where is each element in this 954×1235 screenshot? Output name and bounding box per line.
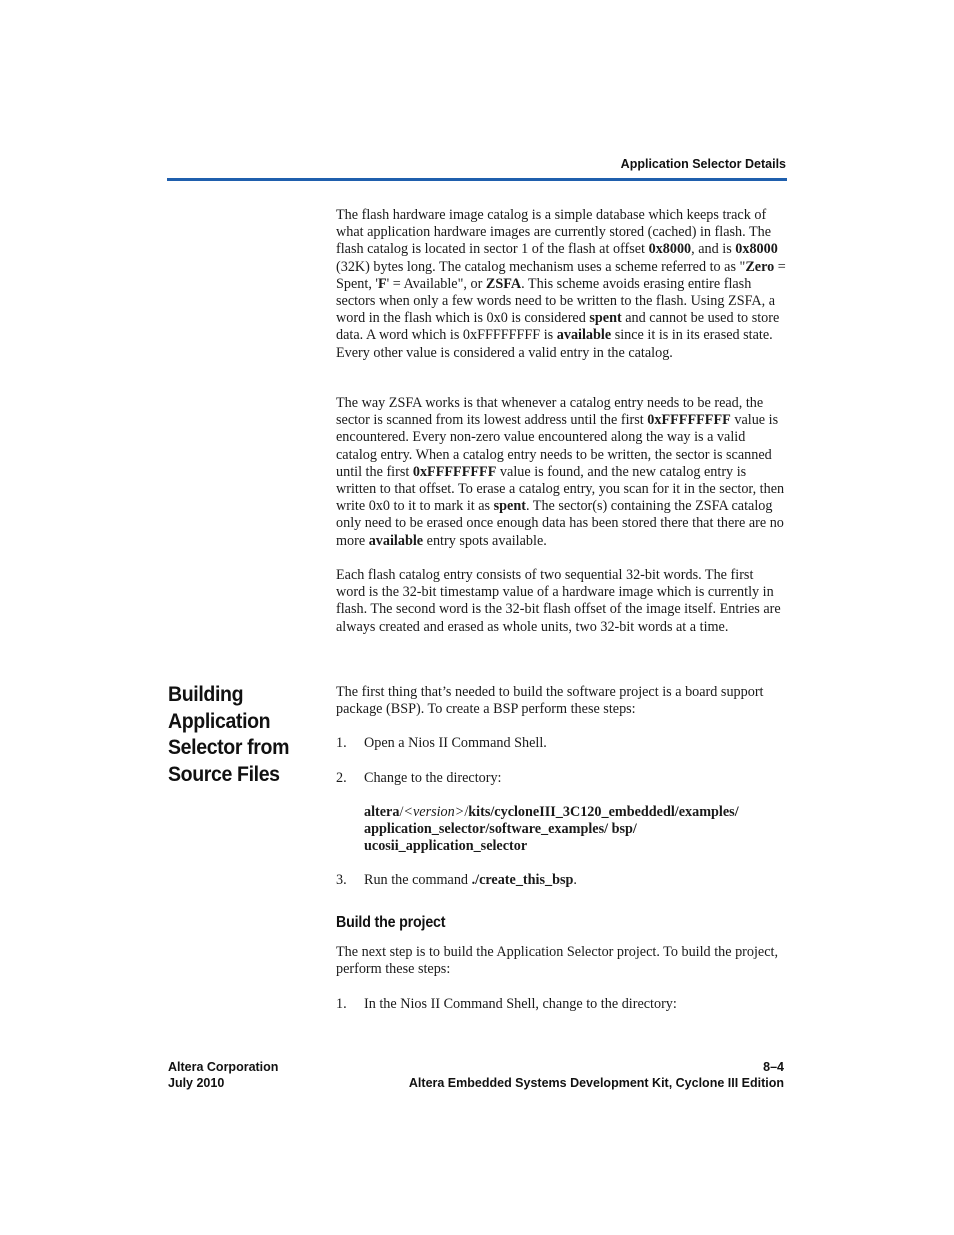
path-separator: / <box>399 804 404 820</box>
text-run: The way ZSFA works is that whenever a catalog entry needs to be read, the sector is scanned from its lowest address until the first <box>336 395 764 429</box>
intro-paragraph-1 <box>336 207 786 362</box>
text-run: . <box>573 872 577 888</box>
intro-paragraph-2 <box>336 395 786 550</box>
path-part: altera <box>364 804 400 820</box>
footer-company: Altera Corporation <box>168 1060 279 1074</box>
command-name: ./create_this_bsp <box>471 872 574 888</box>
step-text <box>364 872 786 889</box>
bold-term: Zero <box>745 258 775 275</box>
bold-term: spent <box>589 310 622 327</box>
footer-book-title: Altera Embedded Systems Development Kit, Cyclone III Edition <box>408 1076 784 1090</box>
text-run: , and is <box>691 241 736 258</box>
path-version-placeholder: <version> <box>403 804 465 820</box>
bold-term: available <box>368 532 424 549</box>
bold-term: F <box>377 275 387 292</box>
step-number: 2. <box>336 770 347 786</box>
text-run: entry spots available. <box>423 532 547 549</box>
step-number: 1. <box>336 996 347 1012</box>
section-lead-paragraph: The first thing that’s needed to build the software project is a board support package (BSP). To create a BSP perform these steps: <box>336 684 764 718</box>
bold-term: spent <box>493 498 526 515</box>
text-run: value is encountered. Every non-zero value encountered along the way is a valid catalog entry. When a catalog entry needs to be written, the sector is scanned until the first <box>336 412 779 480</box>
text-run: ' = Available", or <box>386 275 486 292</box>
text-run: . The sector(s) containing the ZSFA catalog only need to be erased once enough data has been stored there that there are no more <box>336 498 784 549</box>
subsection-lead-paragraph: The next step is to build the Application Selector project. To build the project, perform these steps: <box>336 944 779 978</box>
path-part: kits/cycloneIII_3C120_embeddedl/examples/ application_selector/software_examples/ bsp/ ucosii_application_selector <box>364 804 739 855</box>
step-number: 3. <box>336 872 347 888</box>
footer-left <box>168 1059 278 1091</box>
step-text: Open a Nios II Command Shell. <box>364 735 547 751</box>
running-header-title: Application Selector Details <box>620 157 786 171</box>
intro-paragraph-3: Each flash catalog entry consists of two sequential 32-bit words. The first word is the 32-bit timestamp value of a hardware image which is currently in flash. The second word is the 32-bit flash offset of the image itself. Entries are always created and erased as whole units, two 32-bit words at a time. <box>336 567 781 635</box>
step-number: 1. <box>336 735 347 751</box>
bold-term: 0xFFFFFFFF <box>412 463 497 480</box>
path-separator: / <box>464 804 469 820</box>
text-run: The flash hardware image catalog is a simple database which keeps track of what application hardware images are currently stored (cached) in flash. The flash catalog is located in sector 1 of the flash at offset <box>336 207 772 258</box>
text-run: = Spent, ' <box>336 258 786 292</box>
text-run: . This scheme avoids erasing entire flash sectors when only a few words need to be written to the flash. Using ZSFA, a word in the flash which is 0x0 is considered <box>336 275 776 327</box>
page-number: 8–4 <box>763 1060 784 1074</box>
text-run: Run the command <box>364 872 472 888</box>
bold-term: ZSFA <box>485 275 522 292</box>
bold-term: 0x8000 <box>648 241 692 258</box>
bold-term: 0xFFFFFFFF <box>647 412 731 429</box>
directory-path <box>364 804 784 856</box>
footer-date: July 2010 <box>168 1076 225 1090</box>
text-run: (32K) bytes long. The catalog mechanism uses a scheme referred to as " <box>336 258 746 275</box>
text-run: since it is in its erased state. Every other value is considered a valid entry in the catalog. <box>336 327 773 361</box>
header-rule <box>167 178 787 181</box>
bold-term: available <box>556 327 612 344</box>
text-run: value is found, and the new catalog entry is written to that offset. To erase a catalog entry, you scan for it in the sector, then write 0x0 to it to mark it as <box>336 463 785 515</box>
bold-term: 0x8000 <box>735 241 778 258</box>
step-text: Change to the directory: <box>364 770 502 786</box>
footer-right <box>380 1059 784 1091</box>
text-run: and cannot be used to store data. A word which is 0xFFFFFFFF is <box>336 310 780 344</box>
subsection-heading: Build the project <box>336 914 446 931</box>
step-text: In the Nios II Command Shell, change to the directory: <box>364 996 677 1012</box>
section-heading: Building Application Selector from Source Files <box>168 683 290 786</box>
